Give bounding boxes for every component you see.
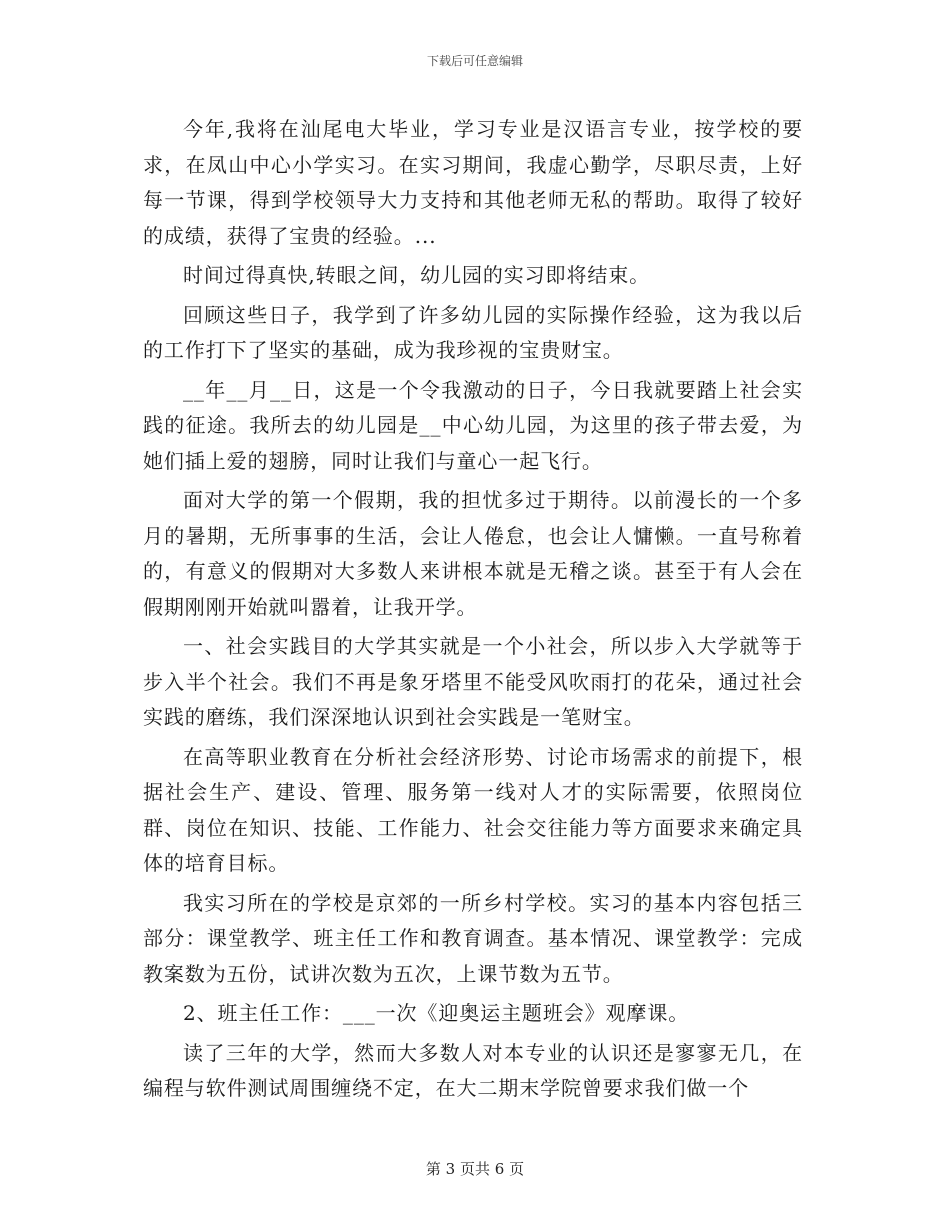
paragraph-6: 一、社会实践目的大学其实就是一个小社会，所以步入大学就等于步入半个社会。我们不再是象牙塔里不能受风吹雨打的花朵，通过社会实践的磨练，我们深深地认识到社会实践是一笔财宝。 bbox=[143, 634, 803, 729]
paragraph-8: 我实习所在的学校是京郊的一所乡村学校。实习的基本内容包括三部分：课堂教学、班主任工作和教育调查。基本情况、课堂教学：完成教案数为五份，试讲次数为五次，上课节数为五节。 bbox=[143, 890, 803, 986]
page-header: 下载后可任意编辑 bbox=[426, 54, 523, 68]
paragraph-10: 读了三年的大学，然而大多数人对本专业的认识还是寥寥无几，在编程与软件测试周围缠绕不定，在大二期末学院曾要求我们做一个 bbox=[143, 1040, 803, 1100]
page-footer: 第 3 页共 6 页 bbox=[425, 1160, 525, 1178]
paragraph-5: 面对大学的第一个假期，我的担忧多过于期待。以前漫长的一个多月的暑期，无所事事的生活，会让人倦怠，也会让人慵懒。一直号称着的，有意义的假期对大多数人来讲根本就是无稽之谈。甚至于有人会在假期刚刚开始就叫嚣着，让我开学。 bbox=[143, 488, 803, 619]
paragraph-2: 时间过得真快,转眼之间，幼儿园的实习即将结束。 bbox=[183, 263, 651, 287]
paragraph-7: 在高等职业教育在分析社会经济形势、讨论市场需求的前提下，根据社会生产、建设、管理、服务第一线对人才的实际需要，依照岗位群、岗位在知识、技能、工作能力、社会交往能力等方面要求来确定具体的培育目标。 bbox=[143, 744, 803, 875]
paragraph-9: 2、班主任工作：___一次《迎奥运主题班会》观摩课。 bbox=[183, 1001, 690, 1025]
paragraph-4: __年__月__日，这是一个令我激动的日子，今日我就要踏上社会实践的征途。我所去的幼儿园是__中心幼儿园，为这里的孩子带去爱，为她们插上爱的翅膀，同时让我们与童心一起飞行。 bbox=[143, 377, 803, 473]
paragraph-1: 今年,我将在汕尾电大毕业，学习专业是汉语言专业，按学校的要求，在凤山中心小学实习。在实习期间，我虚心勤学，尽职尽责，上好每一节课，得到学校领导大力支持和其他老师无私的帮助。取得了较好的成绩，获得了宝贵的经验。... bbox=[143, 117, 803, 248]
paragraph-3: 回顾这些日子，我学到了许多幼儿园的实际操作经验，这为我以后的工作打下了坚实的基础，成为我珍视的宝贵财宝。 bbox=[143, 302, 803, 362]
document-body bbox=[143, 112, 803, 1107]
